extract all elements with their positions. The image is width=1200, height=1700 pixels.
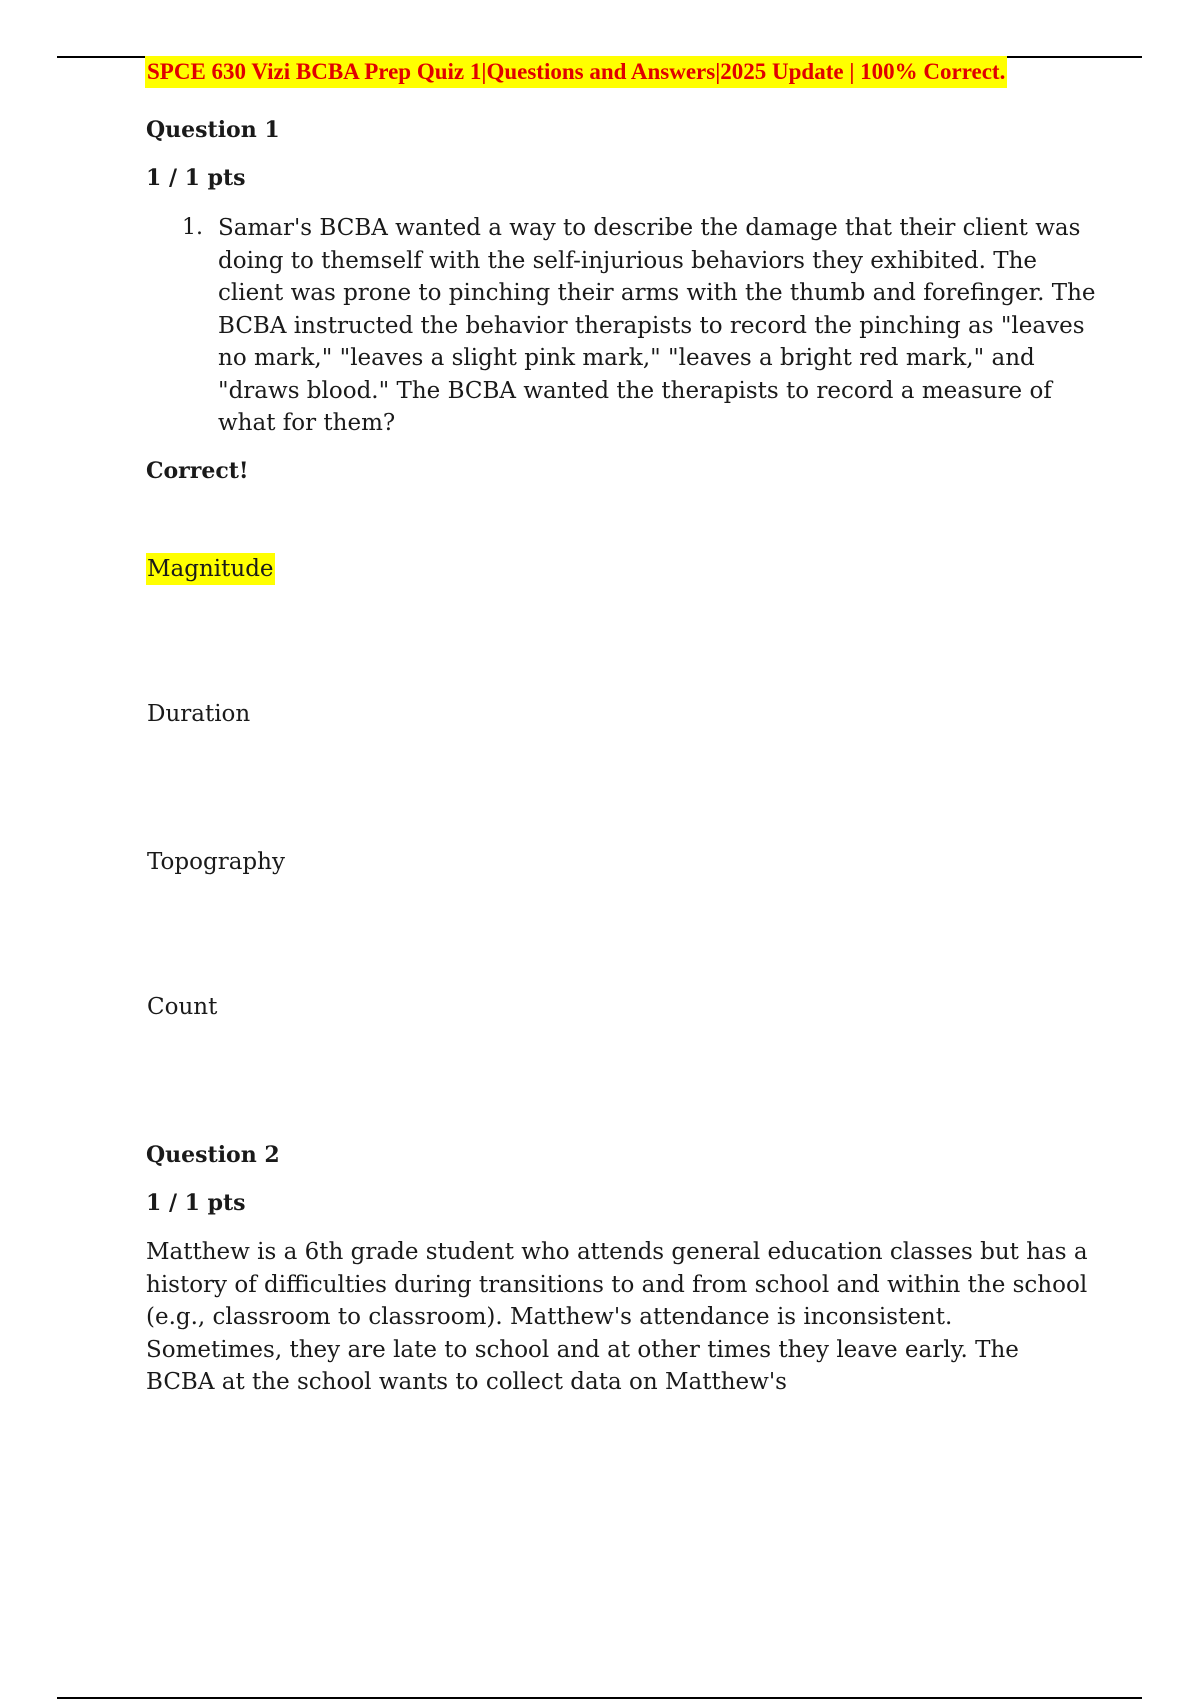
answer-option-duration: Duration (147, 701, 251, 727)
question-1-text: Samar's BCBA wanted a way to describe the damage that their client was doing to themself with the self-injurious behaviors they exhibited. The client was prone to pinching their arms with the thumb and forefinger. The BCBA instructed the behavior therapists to record the pinching as "leaves no mark," "leaves a slight pink mark," "leaves a bright red mark," and "draws blood." The BCBA wanted the therapists to record a measure of what for them? (218, 215, 1096, 436)
footer-rule (57, 1697, 1142, 1699)
document-title: SPCE 630 Vizi BCBA Prep Quiz 1|Questions and Answers|2025 Update | 100% Correct. (145, 56, 1007, 88)
question-2-text: Matthew is a 6th grade student who attends general education classes but has a history of difficulties during transitions to and from school and within the school (e.g., classroom to classroom). Matthew's attendance is inconsistent. Sometimes, they are late to school and at other times they leave early. The BCBA at the school wants to collect data on Matthew's (146, 1239, 1088, 1395)
answer-option-count: Count (147, 994, 218, 1020)
question-1-result: Correct! (146, 458, 249, 484)
question-1-points: 1 / 1 pts (146, 165, 246, 191)
answer-option-magnitude: Magnitude (146, 553, 275, 585)
question-1-number: 1. (182, 215, 203, 240)
question-1-heading: Question 1 (146, 117, 280, 143)
question-2-heading: Question 2 (146, 1142, 280, 1168)
question-2-points: 1 / 1 pts (146, 1190, 246, 1216)
answer-option-topography: Topography (147, 849, 285, 875)
